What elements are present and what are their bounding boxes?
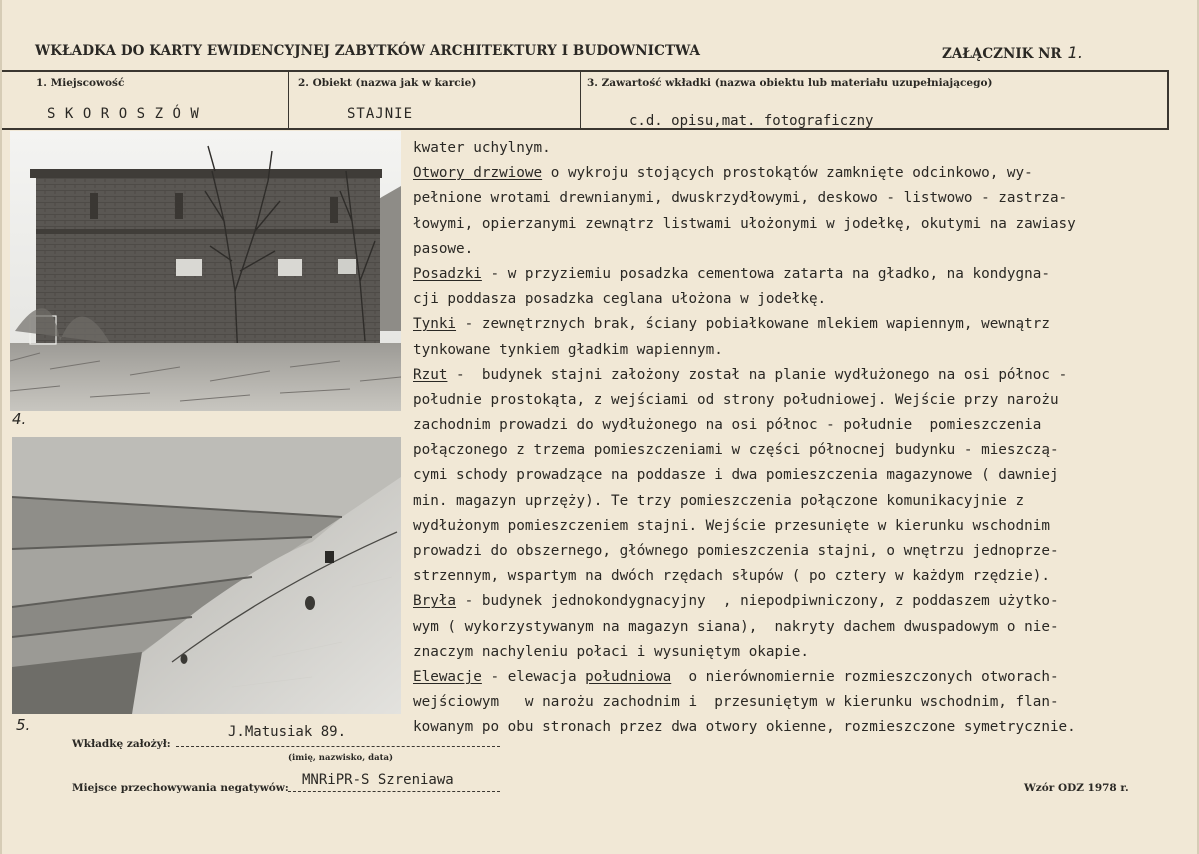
annex-number: 1. xyxy=(1067,43,1083,62)
text-line: południe prostokąta, z wejściami od strony południowej. Wejście przy narożu xyxy=(413,391,1059,408)
photo-exterior-image xyxy=(10,131,401,411)
section-heading-elevations: Elewacje xyxy=(413,668,482,685)
document-title: WKŁADKA DO KARTY EWIDENCYJNEJ ZABYTKÓW ARCHITEKTURY I BUDOWNICTWA xyxy=(35,43,701,59)
top-rule xyxy=(2,70,1167,72)
text-line: prowadzi do obszernego, głównego pomieszczenia stajni, o wnętrzu jednoprze- xyxy=(413,543,1059,559)
section-heading-floors: Posadzki xyxy=(413,265,482,282)
text-line xyxy=(413,312,1185,337)
text-fragment: o wykroju stojących prostokątów zamknięte odcinkowo, wy- xyxy=(542,165,1033,182)
description-text xyxy=(413,136,1185,741)
section-heading-doors: Otwory drzwiowe xyxy=(413,165,543,182)
text-line: wejściowym w narożu zachodnim i przesuniętym w kierunku wschodnim, flan- xyxy=(413,694,1059,711)
right-edge-line xyxy=(1167,70,1169,130)
text-line xyxy=(413,363,1185,388)
photo-5-number: 5. xyxy=(16,716,31,734)
photo-4-number: 4. xyxy=(12,410,27,428)
negatives-value: MNRiPR-S Szreniawa xyxy=(302,772,454,788)
founder-value: J.Matusiak 89. xyxy=(228,724,347,740)
section-heading-plaster: Tynki xyxy=(413,316,457,333)
text-line xyxy=(413,262,1185,287)
object-label: 2. Obiekt (nazwa jak w karcie) xyxy=(298,77,477,89)
text-line: kowanym po obu stronach przez dwa otwory okienne, rozmieszczone symetrycznie. xyxy=(413,719,1076,736)
founder-hint: (imię, nazwisko, data) xyxy=(288,753,394,763)
photo-interior-image xyxy=(12,437,401,714)
text-fragment: o nierównomiernie rozmieszczonych otworach- xyxy=(671,668,1059,685)
fields-bottom-rule xyxy=(2,128,1167,130)
text-fragment: - w przyziemiu posadzka cementowa zatarta na gładko, na kondygna- xyxy=(481,265,1050,282)
text-line: pasowe. xyxy=(413,240,474,257)
contents-label: 3. Zawartość wkładki (nazwa obiektu lub materiału uzupełniającego) xyxy=(587,77,993,89)
text-line xyxy=(413,161,1185,186)
text-fragment: - zewnętrznych brak, ściany pobiałkowane mlekiem wapiennym, wewnątrz xyxy=(456,316,1050,333)
text-line: łowymi, opierzanymi zewnątrz listwami ułożonymi w jodełkę, okutymi na zawiasy xyxy=(413,215,1076,232)
text-line xyxy=(413,589,1185,614)
text-line: wydłużonym pomieszczeniem stajni. Wejście przesunięte w kierunku wschodnim xyxy=(413,517,1050,534)
locality-value: SKOROSZÓW xyxy=(47,106,209,122)
text-fragment: - elewacja xyxy=(481,668,586,685)
text-line: tynkowane tynkiem gładkim wapiennym. xyxy=(413,341,723,358)
field-divider-2 xyxy=(580,72,581,128)
field-divider-1 xyxy=(288,72,289,128)
text-line: cymi schody prowadzące na poddasze i dwa pomieszczenia magazynowe ( dawniej xyxy=(413,467,1059,484)
contents-value: c.d. opisu,mat. fotograficzny xyxy=(629,113,874,129)
text-line xyxy=(413,665,1185,690)
photo-interior xyxy=(12,437,401,714)
text-line: wym ( wykorzystywanym na magazyn siana), nakryty dachem dwuspadowym o nie- xyxy=(413,618,1059,635)
negatives-dotted-line xyxy=(288,791,500,792)
text-line: zachodnim prowadzi do wydłużonego na osi północ - południe pomieszczenia xyxy=(413,417,1042,434)
section-heading-plan: Rzut xyxy=(413,366,448,383)
annex-label-text: ZAŁĄCZNIK NR xyxy=(942,46,1062,62)
founder-label: Wkładkę założył: xyxy=(72,738,171,750)
photo-exterior xyxy=(10,131,401,411)
text-fragment: - budynek jednokondygnacyjny , niepodpiwniczony, z poddaszem użytko- xyxy=(456,593,1059,610)
text-line: pełnione wrotami drewnianymi, dwuskrzydłowymi, deskowo - listwowo - zastrza- xyxy=(413,190,1068,207)
form-label: Wzór ODZ 1978 r. xyxy=(1024,782,1129,794)
text-line: znaczym nachyleniu połaci i wysuniętym okapie. xyxy=(413,643,809,660)
object-value: STAJNIE xyxy=(347,106,414,122)
text-line: strzennym, wspartym na dwóch rzędach słupów ( po cztery w każdym rzędzie). xyxy=(413,568,1050,585)
text-line: połączonego z trzema pomieszczeniami w części północnej budynku - mieszczą- xyxy=(413,442,1059,459)
negatives-label: Miejsce przechowywania negatywów: xyxy=(72,782,289,794)
locality-label: 1. Miejscowość xyxy=(36,77,125,89)
elevation-south-underlined: południowa xyxy=(585,668,672,685)
text-line: kwater uchylnym. xyxy=(413,140,551,156)
text-fragment: - budynek stajni założony został na planie wydłużonego na osi północ - xyxy=(447,366,1068,383)
text-line: cji poddasza posadzka ceglana ułożona w jodełkę. xyxy=(413,291,827,308)
section-heading-mass: Bryła xyxy=(413,593,457,610)
founder-dotted-line xyxy=(176,746,500,747)
text-line: min. magazyn uprzęży). Te trzy pomieszczenia połączone komunikacyjnie z xyxy=(413,492,1025,509)
annex-label xyxy=(942,43,1083,62)
